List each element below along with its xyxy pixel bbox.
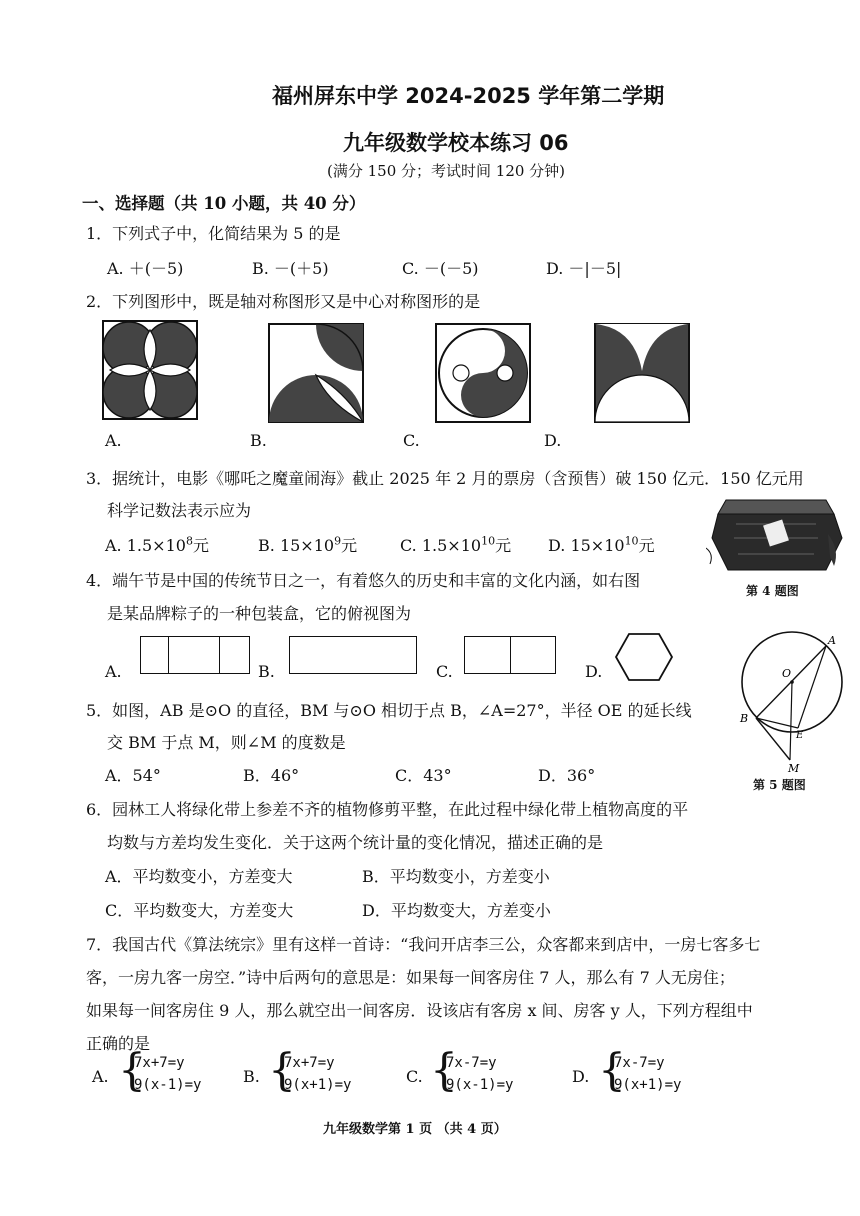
exam-title: 福州屏东中学 2024-2025 学年第二学期 (272, 84, 665, 108)
q6-option-c: C．平均数变大，方差变大 (105, 901, 294, 920)
q3-option-d-unit: 元 (638, 536, 655, 555)
q2-label-b: B. (250, 431, 267, 450)
q5-point-m: M (788, 762, 800, 774)
q4-label-d: D. (585, 662, 603, 681)
q3-option-a-label: A. (105, 536, 122, 555)
q3-option-c-exp: 10 (481, 534, 496, 548)
q4-label-a: A. (105, 662, 122, 681)
q4-box-photo (706, 494, 846, 580)
q7-stem-line4: 正确的是 (86, 1034, 151, 1053)
q3-option-b-unit: 元 (341, 536, 358, 555)
q3-option-a (105, 533, 209, 556)
q5-point-b: B (740, 712, 749, 725)
q7-option-d-eq2: 9(x+1)=y (614, 1077, 682, 1093)
q3-option-a-exp: 8 (185, 534, 193, 548)
q7-option-c-eq2: 9(x-1)=y (446, 1077, 514, 1093)
q3-option-d-exp: 10 (624, 534, 639, 548)
q7-stem-line1: 7．我国古代《算法统宗》里有这样一首诗：“我问开店李三公，众客都来到店中，一房七客多七 (86, 935, 761, 954)
q3-option-b-label: B. (258, 536, 275, 555)
q7-label-c: C. (406, 1067, 423, 1086)
q3-option-b (258, 533, 357, 556)
q6-stem-line2: 均数与方差均发生变化．关于这两个统计量的变化情况，描述正确的是 (107, 833, 604, 852)
q5-option-d: D．36° (538, 766, 596, 785)
q4-label-b: B. (258, 662, 275, 681)
q7-option-a-eq2: 9(x-1)=y (134, 1077, 202, 1093)
q7-label-d: D. (572, 1067, 590, 1086)
exam-note: (满分 150 分；考试时间 120 分钟) (327, 162, 566, 180)
q3-stem-line2: 科学记数法表示应为 (107, 501, 252, 520)
q3-option-a-base: 1.5×10 (126, 536, 186, 555)
q7-option-b-brace: { (268, 1045, 296, 1096)
q3-option-d-base: 15×10 (570, 536, 625, 555)
q2-figure-c (435, 323, 531, 423)
q1-option-a: A. ＋(－5) (107, 259, 184, 278)
q7-option-d-eq1: 7x-7=y (614, 1055, 665, 1071)
q7-stem-line2: 客，一房九客一房空．”诗中后两句的意思是：如果每一间客房住 7 人，那么有 7 人无房住； (86, 968, 735, 987)
q3-option-d-label: D. (548, 536, 566, 555)
q1-stem: 1．下列式子中，化简结果为 5 的是 (86, 224, 341, 243)
q7-option-c-eq1: 7x-7=y (446, 1055, 497, 1071)
q3-option-b-exp: 9 (334, 534, 342, 548)
q5-stem-line2: 交 BM 于点 M，则∠M 的度数是 (107, 733, 346, 752)
q5-stem-line1: 5．如图，AB 是⊙O 的直径，BM 与⊙O 相切于点 B，∠A=27°，半径 OE 的延长线 (86, 701, 692, 720)
q2-figure-d (594, 323, 690, 423)
q2-stem: 2．下列图形中，既是轴对称图形又是中心对称图形的是 (86, 292, 481, 311)
q7-label-a: A. (92, 1067, 109, 1086)
page-footer: 九年级数学第 1 页 （共 4 页） (323, 1122, 507, 1137)
q7-option-c-brace: { (430, 1045, 458, 1096)
q5-option-c: C．43° (395, 766, 452, 785)
q5-option-b: B．46° (243, 766, 300, 785)
q1-option-b: B. －(＋5) (252, 259, 329, 278)
q2-figure-b (268, 323, 364, 423)
q3-stem-line1: 3．据统计，电影《哪吒之魔童闹海》截止 2025 年 2 月的票房（含预售）破 150 亿元．150 亿元用 (86, 469, 804, 488)
q7-option-a-eq1: 7x+7=y (134, 1055, 185, 1071)
q4-option-b-view (289, 636, 417, 674)
q7-label-b: B. (243, 1067, 260, 1086)
q3-option-c-label: C. (400, 536, 417, 555)
q2-figure-a (102, 320, 198, 420)
q7-option-b-eq2: 9(x+1)=y (284, 1077, 352, 1093)
q3-option-d (548, 533, 655, 556)
q5-option-a: A．54° (105, 766, 161, 785)
q7-option-d-brace: { (598, 1045, 626, 1096)
q7-option-a-system (118, 1045, 218, 1101)
q5-caption: 第 5 题图 (753, 778, 806, 792)
q5-point-e: E (796, 730, 804, 741)
q4-option-a-view (140, 636, 250, 674)
q6-option-d: D．平均数变大，方差变小 (362, 901, 551, 920)
q4-option-c-view (464, 636, 556, 674)
q4-stem-line2: 是某品牌粽子的一种包装盒，它的俯视图为 (107, 604, 412, 623)
q5-point-a: A (828, 634, 836, 647)
q5-point-o: O (782, 667, 792, 680)
q6-stem-line1: 6．园林工人将绿化带上参差不齐的植物修剪平整，在此过程中绿化带上植物高度的平 (86, 800, 689, 819)
q3-option-c (400, 533, 511, 556)
q7-option-d-system (598, 1045, 698, 1101)
q1-option-d: D. －|－5| (546, 259, 622, 278)
q4-label-c: C. (436, 662, 453, 681)
q3-option-c-base: 1.5×10 (421, 536, 482, 555)
q4-caption: 第 4 题图 (746, 584, 799, 598)
q5-circle-figure (730, 630, 850, 774)
q2-label-d: D. (544, 431, 562, 450)
q4-stem-line1: 4．端午节是中国的传统节日之一，有着悠久的历史和丰富的文化内涵，如右图 (86, 571, 641, 590)
q7-option-c-system (430, 1045, 530, 1101)
q7-stem-line3: 如果每一间客房住 9 人，那么就空出一间客房．设该店有客房 x 间、房客 y 人，下列方程组中 (86, 1001, 753, 1020)
q1-option-c: C. －(－5) (402, 259, 479, 278)
q2-label-a: A. (105, 431, 122, 450)
q7-option-b-eq1: 7x+7=y (284, 1055, 335, 1071)
q3-option-a-unit: 元 (192, 536, 209, 555)
q3-option-c-unit: 元 (495, 536, 512, 555)
exam-subtitle: 九年级数学校本练习 06 (343, 131, 569, 155)
q7-option-b-system (268, 1045, 368, 1101)
q7-option-a-brace: { (118, 1045, 146, 1096)
q6-option-b: B．平均数变小，方差变小 (362, 867, 550, 886)
q4-option-d-hexagon (614, 632, 674, 682)
q2-label-c: C. (403, 431, 420, 450)
q6-option-a: A．平均数变小，方差变大 (105, 867, 293, 886)
section-heading: 一、选择题（共 10 小题，共 40 分） (82, 194, 366, 213)
q3-option-b-base: 15×10 (279, 536, 335, 555)
